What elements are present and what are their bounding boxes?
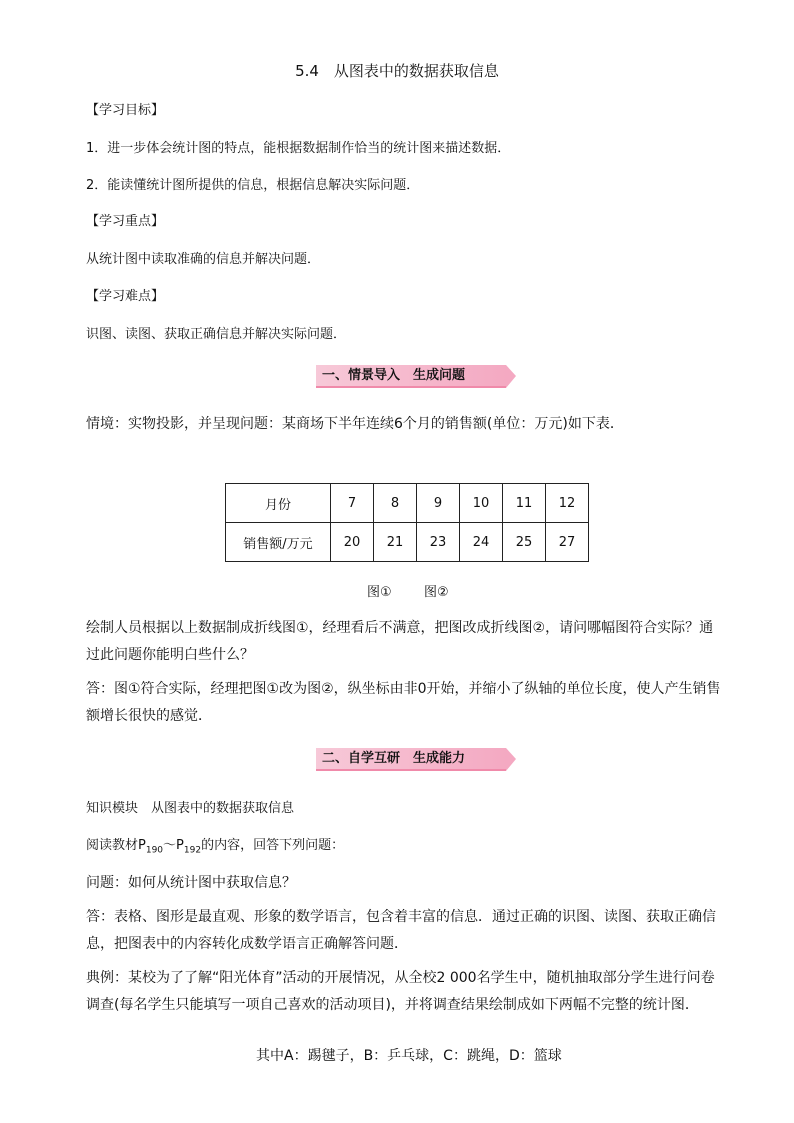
- table-cell: 7: [331, 484, 374, 523]
- objective-item: 2．能读懂统计图所提供的信息，根据信息解决实际问题．: [86, 178, 420, 193]
- table-cell: 27: [546, 523, 589, 562]
- example-text: 典例：某校为了了解“阳光体育”活动的开展情况，从全校2 000名学生中，随机抽取部分学生进行问卷调查(每名学生只能填写一项自己喜欢的活动项目)，并将调查结果绘制成如下两幅不完整的统计图．: [86, 970, 715, 1013]
- section2-banner: 二、自学互研 生成能力: [316, 748, 506, 771]
- objectives-heading: 【学习目标】: [86, 103, 165, 118]
- reading-prefix: 阅读教材P: [86, 838, 146, 853]
- table-row: [226, 484, 589, 523]
- section1-banner: 一、情景导入 生成问题: [316, 365, 506, 388]
- table-cell: 12: [546, 484, 589, 523]
- page-title: 5.4 从图表中的数据获取信息: [295, 62, 499, 80]
- key-heading: 【学习重点】: [86, 214, 165, 229]
- figure-label: 图②: [424, 585, 449, 600]
- table-cell: 24: [460, 523, 503, 562]
- difficulty-text: 识图、读图、获取正确信息并解决实际问题．: [86, 327, 347, 342]
- figure-label: 图①: [367, 585, 392, 600]
- activity-legend: 其中A：踢毽子，B：乒乓球，C：跳绳，D：篮球: [256, 1048, 562, 1064]
- difficulty-heading: 【学习难点】: [86, 289, 165, 304]
- objective-item: 1．进一步体会统计图的特点，能根据数据制作恰当的统计图来描述数据．: [86, 141, 511, 156]
- page-start: 190: [145, 845, 164, 856]
- table-cell: 11: [503, 484, 546, 523]
- reading-suffix: 的内容，回答下列问题：: [201, 838, 345, 853]
- table-cell: 20: [331, 523, 374, 562]
- table-row: [226, 523, 589, 562]
- reading-instruction: [86, 834, 344, 856]
- section1-answer: 答：图①符合实际，经理把图①改为图②，纵坐标由非0开始，并缩小了纵轴的单位长度，使人产生销售额增长很快的感觉．: [86, 681, 721, 724]
- reading-mid: ～P: [163, 838, 184, 853]
- page-end: 192: [183, 845, 202, 856]
- key-text: 从统计图中读取准确的信息并解决问题．: [86, 252, 321, 267]
- table-cell: 8: [374, 484, 417, 523]
- table-cell: 25: [503, 523, 546, 562]
- table-cell: 10: [460, 484, 503, 523]
- sales-table: [225, 483, 589, 562]
- table-cell: 23: [417, 523, 460, 562]
- section1-intro: 情境：实物投影，并呈现问题：某商场下半年连续6个月的销售额(单位：万元)如下表．: [86, 416, 624, 432]
- section2-question: 问题：如何从统计图中获取信息？: [86, 875, 296, 891]
- section2-answer: 答：表格、图形是最直观、形象的数学语言，包含着丰富的信息．通过正确的识图、读图、获取正确信息，把图表中的内容转化成数学语言正确解答问题．: [86, 909, 716, 952]
- table-header-cell: 销售额/万元: [226, 523, 331, 562]
- knowledge-module: 知识模块 从图表中的数据获取信息: [86, 801, 295, 816]
- section1-question: 绘制人员根据以上数据制成折线图①，经理看后不满意，把图改成折线图②，请问哪幅图符合实际？通过此问题你能明白些什么？: [86, 620, 714, 663]
- table-cell: 21: [374, 523, 417, 562]
- table-header-cell: 月份: [226, 484, 331, 523]
- table-cell: 9: [417, 484, 460, 523]
